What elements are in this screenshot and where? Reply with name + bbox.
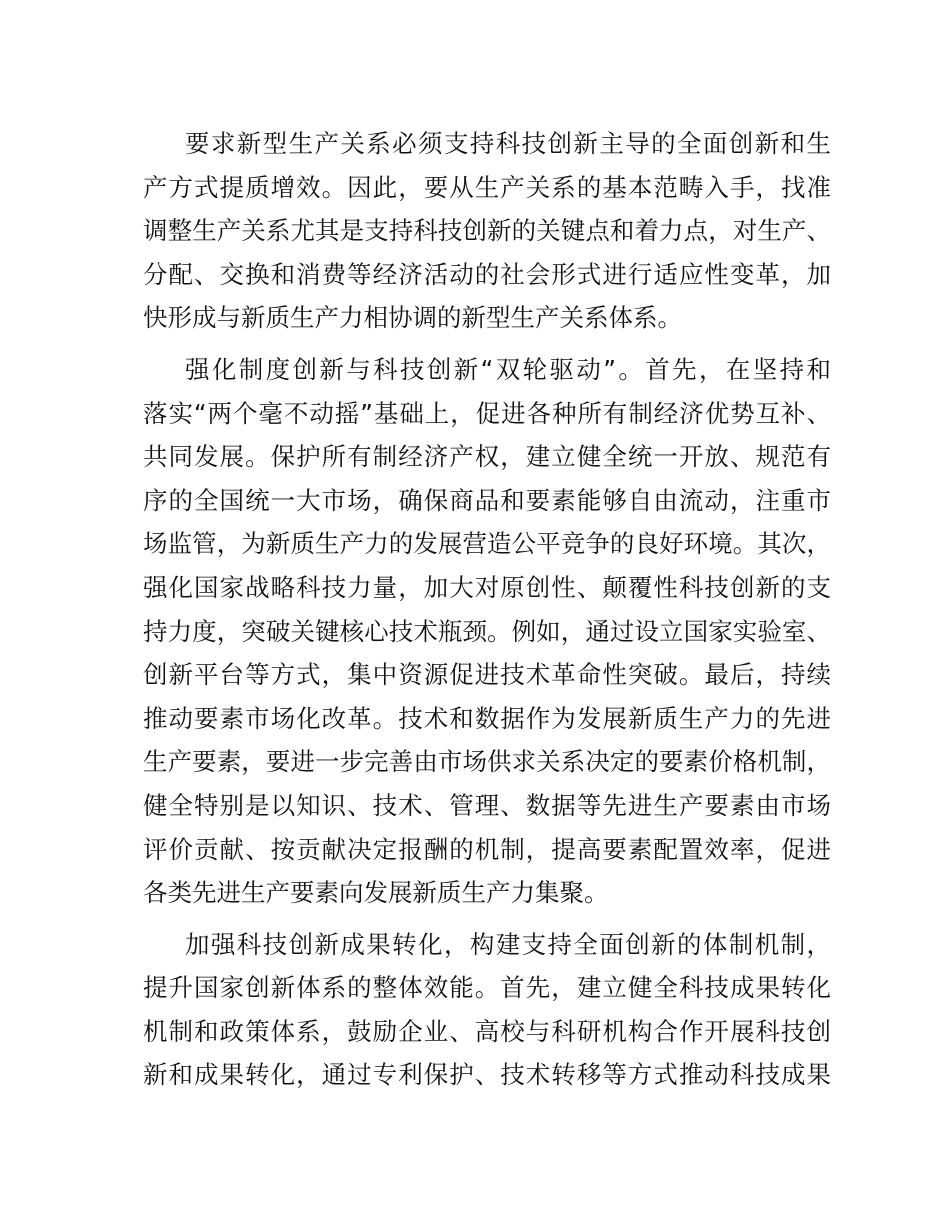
paragraph <box>143 348 831 915</box>
text-line: 分配、交换和消费等经济活动的社会形式进行适应性变革，加 <box>143 259 831 289</box>
text-line: 快形成与新质生产力相协调的新型生产关系体系。 <box>143 303 682 333</box>
text-line: 生产要素，要进一步完善由市场供求关系决定的要素价格机制， <box>143 747 831 777</box>
text-line: 评价贡献、按贡献决定报酬的机制，提高要素配置效率，促进 <box>143 834 831 864</box>
text-line: 要求新型生产关系必须支持科技创新主导的全面创新和生 <box>185 129 831 158</box>
text-line: 新和成果转化，通过专利保护、技术转移等方式推动科技成果 <box>143 1060 831 1090</box>
document-page <box>143 122 831 1105</box>
text-line: 各类先进生产要素向发展新质生产力集聚。 <box>143 878 609 908</box>
text-line: 机制和政策体系，鼓励企业、高校与科研机构合作开展科技创 <box>143 1016 831 1046</box>
text-line: 加强科技创新成果转化，构建支持全面创新的体制机制， <box>185 929 831 959</box>
text-line: 调整生产关系尤其是支持科技创新的关键点和着力点，对生产、 <box>143 216 831 246</box>
text-line: 提升国家创新体系的整体效能。首先，建立健全科技成果转化 <box>143 973 831 1003</box>
text-line: 强化制度创新与科技创新“双轮驱动”。首先，在坚持和 <box>185 354 831 384</box>
text-line: 产方式提质增效。因此，要从生产关系的基本范畴入手，找准 <box>143 172 831 202</box>
text-line: 共同发展。保护所有制经济产权，建立健全统一开放、规范有 <box>143 442 831 472</box>
text-line: 持力度，突破关键核心技术瓶颈。例如，通过设立国家实验室、 <box>143 616 831 646</box>
text-line: 场监管，为新质生产力的发展营造公平竞争的良好环境。其次， <box>143 529 831 559</box>
text-line: 创新平台等方式，集中资源促进技术革命性突破。最后，持续 <box>143 660 831 690</box>
text-line: 落实“两个毫不动摇”基础上，促进各种所有制经济优势互补、 <box>143 398 831 428</box>
text-line: 强化国家战略科技力量，加大对原创性、颠覆性科技创新的支 <box>143 572 831 602</box>
text-line: 健全特别是以知识、技术、管理、数据等先进生产要素由市场 <box>143 790 831 820</box>
paragraph <box>143 923 831 1097</box>
text-line: 序的全国统一大市场，确保商品和要素能够自由流动，注重市 <box>143 485 831 515</box>
text-line: 推动要素市场化改革。技术和数据作为发展新质生产力的先进 <box>143 703 831 733</box>
paragraph <box>143 122 831 340</box>
